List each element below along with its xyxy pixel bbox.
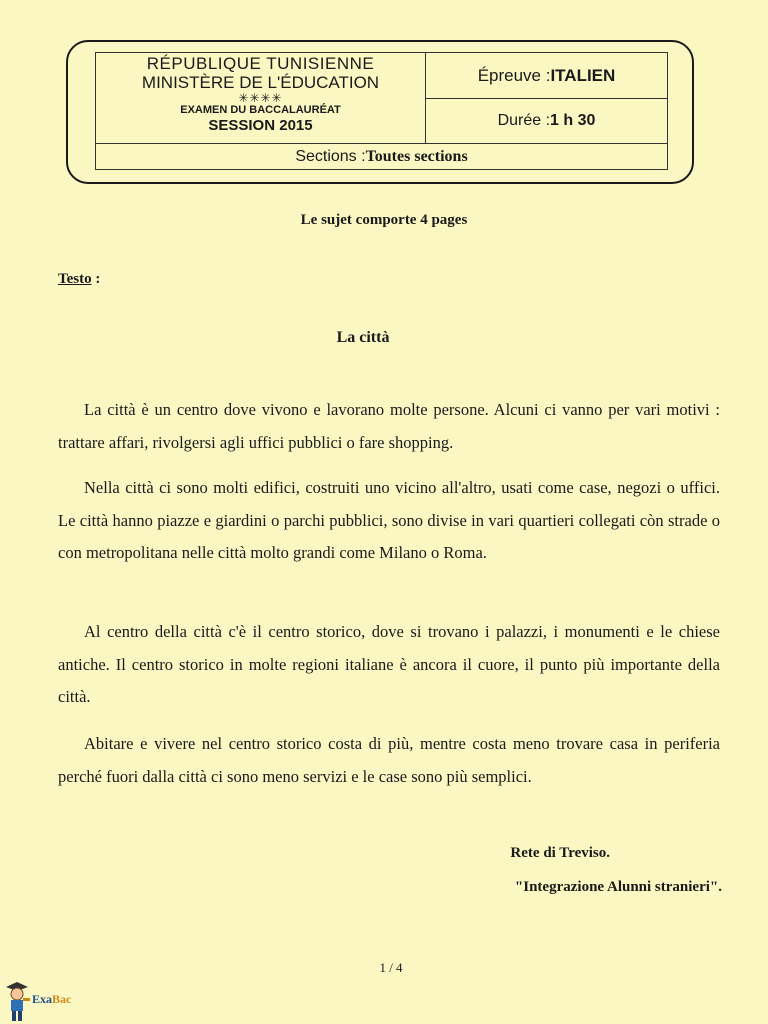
sections-label: Sections : bbox=[295, 147, 366, 165]
paragraph-1: La città è un centro dove vivono e lavorano molte persone. Alcuni ci vanno per vari motivi : trattare affari, rivolgersi agli uffici pubblici o fare shopping. bbox=[58, 400, 720, 452]
header-table bbox=[95, 52, 668, 170]
session-year: SESSION 2015 bbox=[208, 117, 313, 134]
logo-text bbox=[32, 992, 71, 1007]
sections-cell bbox=[96, 144, 667, 169]
logo-text-exa: Exa bbox=[32, 992, 53, 1006]
duree-value: 1 h 30 bbox=[550, 112, 596, 129]
duree-cell bbox=[426, 99, 667, 144]
duree-label: Durée : bbox=[497, 112, 551, 129]
student-mascot-icon bbox=[2, 980, 32, 1022]
paragraph-2: Nella città ci sono molti edifici, costruiti uno vicino all'altro, usati come case, negozi o uffici. Le città hanno piazze e giardini o parchi pubblici, sono divise in vari quartieri collegati còn strade o con metropolitana nelle città molto grandi come Milano o Roma. bbox=[58, 478, 720, 562]
exam-name: EXAMEN DU BACCALAURÉAT bbox=[180, 104, 341, 116]
text-title: La città bbox=[336, 329, 390, 346]
source-line-1: Rete di Treviso. bbox=[510, 845, 610, 861]
ministry-name: MINISTÈRE DE L'ÉDUCATION bbox=[141, 73, 380, 92]
paragraph-4: Abitare e vivere nel centro storico costa di più, mentre costa meno trovare casa in periferia perché fuori dalla città ci sono meno servizi e le case sono più semplici. bbox=[58, 734, 720, 786]
sections-value: Toutes sections bbox=[365, 147, 468, 165]
testo-heading bbox=[58, 271, 100, 288]
stars-divider: ✳✳✳✳ bbox=[238, 91, 283, 105]
epreuve-cell bbox=[426, 53, 667, 99]
source-line-2: "Integrazione Alunni stranieri". bbox=[514, 879, 722, 895]
republic-name: RÉPUBLIQUE TUNISIENNE bbox=[146, 54, 375, 73]
logo-text-bac: Bac bbox=[52, 992, 72, 1006]
page-number: 1 / 4 bbox=[379, 960, 403, 975]
paragraph-3: Al centro della città c'è il centro storico, dove si trovano i palazzi, i monumenti e le chiese antiche. Il centro storico in molte regioni italiane è ancora il cuore, il punto più importante della città. bbox=[58, 622, 720, 706]
header-institution bbox=[96, 53, 426, 144]
epreuve-value: ITALIEN bbox=[550, 65, 616, 85]
subject-intro: Le sujet comporte 4 pages bbox=[300, 212, 468, 228]
exabac-logo bbox=[2, 980, 92, 1020]
testo-suffix: : bbox=[91, 271, 101, 287]
testo-label: Testo bbox=[58, 271, 92, 287]
epreuve-label: Épreuve : bbox=[477, 65, 551, 85]
